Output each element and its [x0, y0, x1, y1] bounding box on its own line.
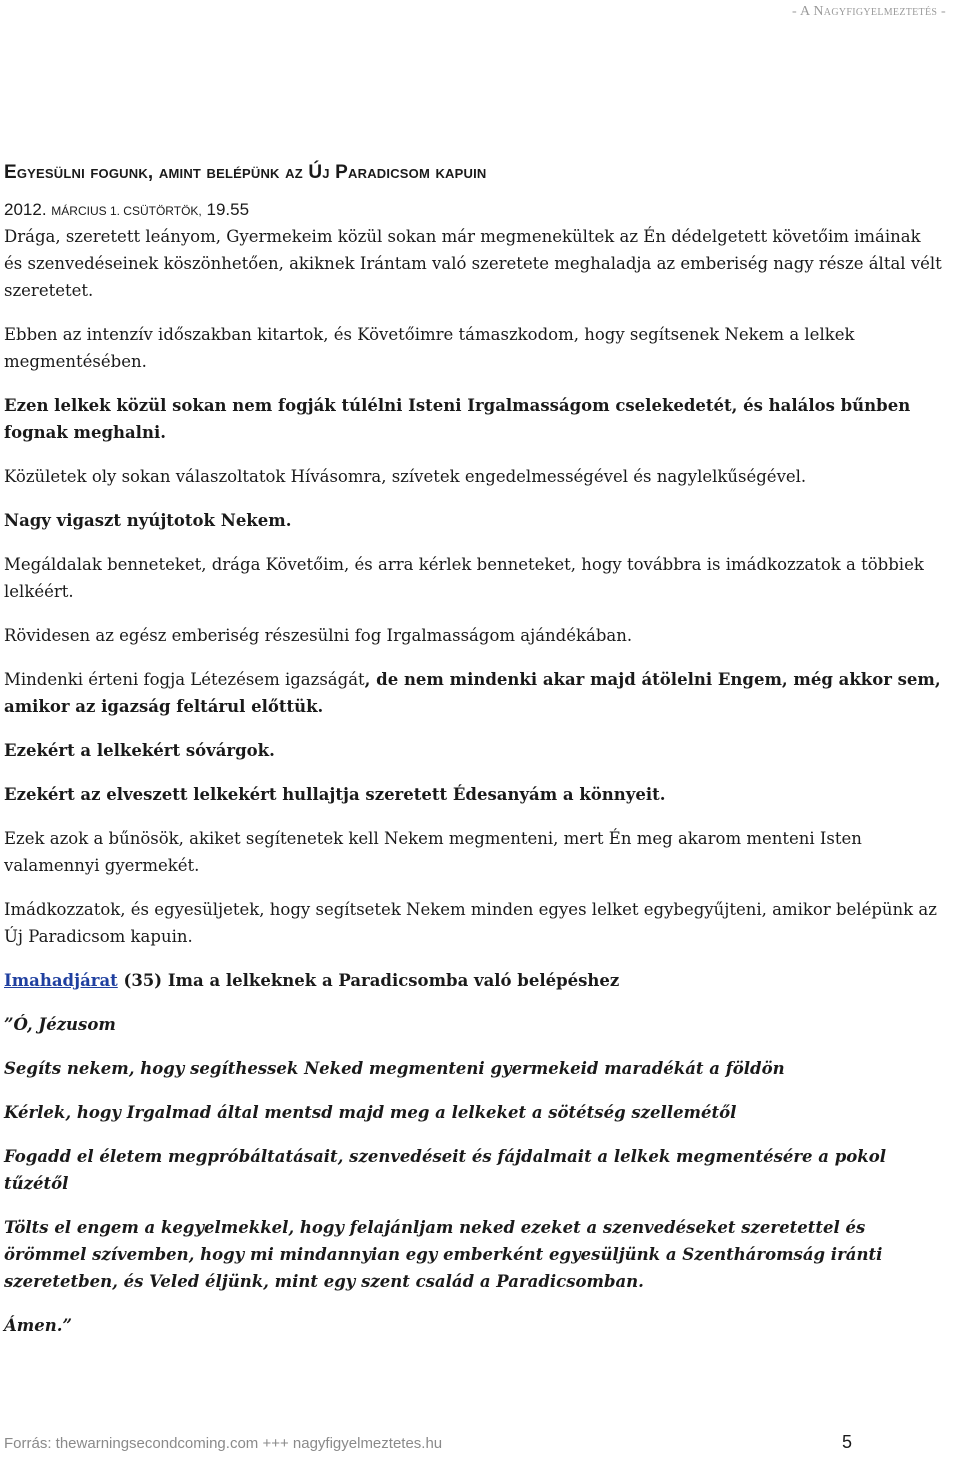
- document-body: [4, 162, 944, 1356]
- date-time: 19.55: [206, 200, 250, 219]
- paragraph-4: Közületek oly sokan válaszoltatok Hívásomra, szívetek engedelmességével és nagylelkűségével.: [4, 467, 807, 486]
- crusade-title: (35) Ima a lelkeknek a Paradicsomba való belépéshez: [117, 971, 620, 990]
- paragraph-7: Rövidesen az egész emberiség részesülni fog Irgalmasságom ajándékában.: [4, 626, 633, 645]
- paragraph-8: [4, 666, 944, 720]
- paragraph-5: Nagy vigaszt nyújtotok Nekem.: [4, 511, 292, 530]
- paragraph-2: Ebben az intenzív időszakban kitartok, és Követőimre támaszkodom, hogy segítsenek Nekem a lelkek megmentésében.: [4, 325, 855, 371]
- paragraph-8-bold: , de nem mindenki akar majd átölelni Engem, még akkor sem, amikor az igazság feltárul előttük.: [4, 670, 941, 716]
- prayer-line-1: ”Ó, Jézusom: [4, 1015, 116, 1034]
- paragraph-6: Megáldalak benneteket, drága Követőim, és arra kérlek benneteket, hogy továbbra is imádkozzatok a többiek lelkéért.: [4, 555, 924, 601]
- date-year: 2012.: [4, 200, 47, 219]
- crusade-prayer-link[interactable]: Imahadjárat: [4, 971, 118, 990]
- prayer-line-3: Kérlek, hogy Irgalmad által mentsd majd meg a lelkeket a sötétség szellemétől: [4, 1103, 737, 1122]
- paragraph-9: Ezekért a lelkekért sóvárgok.: [4, 741, 275, 760]
- prayer-line-2: Segíts nekem, hogy segíthessek Neked megmenteni gyermekeid maradékát a földön: [4, 1059, 785, 1078]
- footer-source: Forrás: thewarningsecondcoming.com +++ nagyfigyelmeztetes.hu: [4, 1435, 443, 1452]
- paragraph-1: Drága, szeretett leányom, Gyermekeim közül sokan már megmenekültek az Én dédelgetett követőim imáinak és szenvedéseinek köszönhetően, akiknek Irántam való szeretete meghaladja az emberiség nagy része által vélt szeretetet.: [4, 227, 942, 300]
- date-month-day: MÁRCIUS 1. CSÜTÖRTÖK,: [51, 204, 202, 218]
- document-title: Egyesülni fogunk, amint belépünk az Új Paradicsom kapuin: [4, 162, 487, 183]
- running-header: - A Nagyfigyelmeztetés -: [791, 4, 946, 19]
- paragraph-11: Ezek azok a bűnösök, akiket segítenetek kell Nekem megmenteni, mert Én meg akarom menteni Isten valamennyi gyermekét.: [4, 829, 862, 875]
- prayer-line-4: Fogadd el életem megpróbáltatásait, szenvedéseit és fájdalmait a lelkek megmentésére a pokol tűzétől: [4, 1147, 886, 1193]
- prayer-line-5: Tölts el engem a kegyelmekkel, hogy felajánljam neked ezeket a szenvedéseket szeretettel és örömmel szívemben, hogy mi mindannyian egy emberként egyesüljünk a Szentháromság iránti szeretetben, és Veled éljünk, mint egy szent család a Paradicsomban.: [4, 1218, 883, 1291]
- paragraph-3: Ezen lelkek közül sokan nem fogják túlélni Isteni Irgalmasságom cselekedetét, és halálos bűnben fognak meghalni.: [4, 396, 911, 442]
- crusade-heading: [4, 967, 944, 994]
- paragraph-12: Imádkozzatok, és egyesüljetek, hogy segítsetek Nekem minden egyes lelket egybegyűjteni, amikor belépünk az Új Paradicsom kapuin.: [4, 900, 937, 946]
- prayer-amen: Ámen.”: [4, 1316, 72, 1335]
- page-number: 5: [842, 1432, 853, 1452]
- paragraph-8-normal: Mindenki érteni fogja Létezésem igazságát: [4, 670, 365, 689]
- message-date: [4, 198, 944, 223]
- paragraph-10: Ezekért az elveszett lelkekért hullajtja szeretett Édesanyám a könnyeit.: [4, 785, 666, 804]
